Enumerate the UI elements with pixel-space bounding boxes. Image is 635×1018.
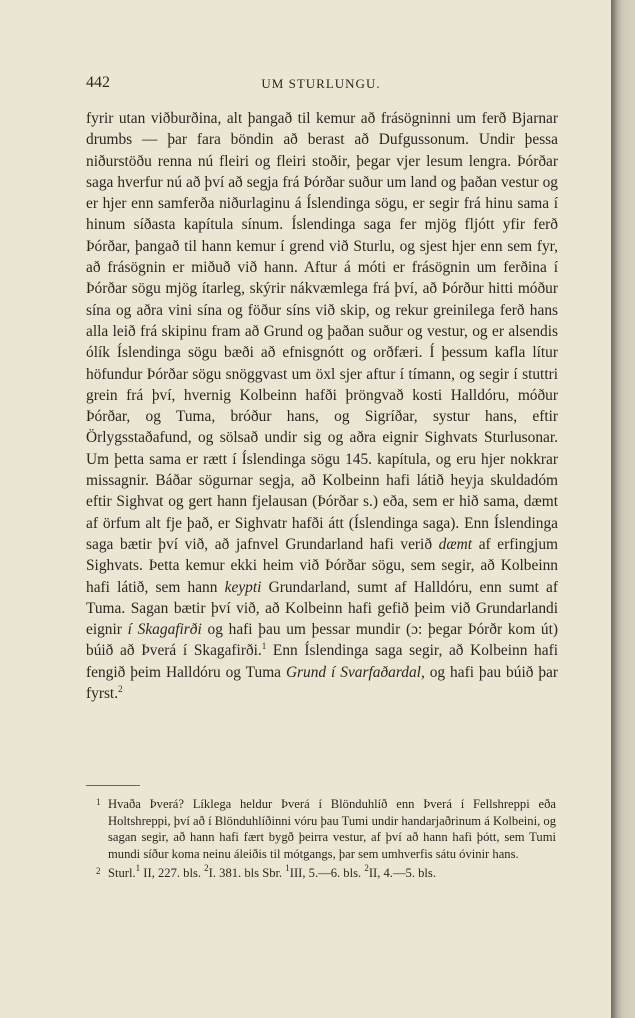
text-run: og hafi þau um þessar mundir (ɔ: þegar Þórðr kom út) búið að Þverá í Skagafirði. bbox=[86, 621, 559, 660]
footnote-text: II, 4.—5. bls. bbox=[368, 866, 436, 881]
sup-mark: 1 bbox=[135, 863, 141, 874]
footnote-rule bbox=[86, 785, 140, 786]
footnote-text: Sturl. bbox=[108, 866, 136, 881]
footnote-1 bbox=[96, 796, 556, 862]
footnotes bbox=[96, 796, 556, 882]
footnote-ref[interactable]: 2 bbox=[118, 684, 123, 695]
text-run: fyrir utan viðburðina, alt þangað til kemur að frásögninni um ferð Bjarnar drumbs — þar fara böndin að berast að Dufgussonum. Undir þessa niðurstöðu renna nú fleiri og fleiri stoðir, þegar vjer lesum lengra. Þórðar saga hverfur nú að því að segja frá Þórðar suður um land og þaðan vestur og er hjer enn samferða niðurlaginu á Íslendinga sögu, er segir frá hinu sama í hinum síðasta kapítula sínum. Íslendinga saga fer mjög fljótt yfir ferð Þórðar, þangað til hann kemur í grend við Sturlu, og sjest hjer enn sem fyr, að frásögnin er miðuð við hann. Aftur á móti er frásögnin um ferðina í Þórðar sögu mjög ítarleg, skýrir nákvæmlega frá því, að Þórður hitti móður sína og aðra vini sína og föður síns við skip, og rekur greinilega ferð hans alla leið frá skipinu fram að Grund og þaðan suður og vestur, og er alsendis ólík Íslendinga sögu bæði að efnisgnótt og orðfæri. Í þessum kafla lítur höfundur Þórðar sögu snöggvast um öxl sjer aftur í tímann, og segir í stuttri grein frá því, hvernig Kolbeinn hafði þröngvað kosti Halldóru, móður Þórðar, og Tuma, bróður hans, og Sigríðar, systur hans, eftir Örlygsstaðafund, og sölsað undir sig og aðra eignir Sighvats Sturlusonar. Um þetta sama er rætt í Íslendinga sögu 145. kapítula, og eru hjer nokkrar missagnir. Báðar sögurnar segja, að Kolbeinn hafi látið heyja skuldadóm eftir Sighvat og gert hann fjelausan (Þórðar s.) eða, sem er hið sama, dæmt af örfum alt fje það, er Sighvatr hafði átt (Íslendinga saga). Enn Íslendinga saga bætir því við, að jafnvel Grundarland hafi verið bbox=[86, 110, 558, 553]
running-head: UM STURLUNGU. bbox=[261, 76, 381, 91]
page-edge-shadow bbox=[611, 0, 635, 1018]
text-run: af erfingjum Sighvats. Þetta kemur ekki heim við Þórðar sögu, sem segir, að Kolbeinn hafi látið, sem hann bbox=[86, 535, 558, 596]
footnote-text: III, 5.—6. bls. bbox=[289, 866, 365, 881]
footnote-ref[interactable]: 1 bbox=[261, 641, 267, 652]
footnote-mark: 2 bbox=[96, 866, 101, 877]
italic-run: keypti bbox=[224, 578, 262, 596]
sup-mark: 2 bbox=[364, 863, 369, 874]
footnote-2 bbox=[96, 865, 556, 882]
sup-mark: 2 bbox=[204, 863, 209, 874]
text-run: , og hafi þau búið þar fyrst. bbox=[86, 663, 559, 703]
text-run: Enn Íslendinga saga segir, að Kolbeinn hafi fengið þeim Halldóru og Tuma bbox=[86, 642, 558, 681]
text-run: Grundarland, sumt af Halldóru, enn sumt af Tuma. Sagan bætir því við, að Kolbeinn hafi gefið þeim við Grundarlandi eignir bbox=[86, 578, 558, 639]
page-header bbox=[86, 74, 556, 96]
sup-mark: 1 bbox=[285, 863, 290, 874]
footnote-text: II, 227. bls. bbox=[140, 866, 205, 881]
italic-run: dæmt bbox=[438, 535, 473, 553]
main-text bbox=[86, 108, 558, 704]
footnote-text: I. 381. bls Sbr. bbox=[208, 866, 286, 881]
footnote-mark: 1 bbox=[96, 797, 101, 807]
footnote-text: Hvaða Þverá? Líklega heldur Þverá í Blönduhlíð enn Þverá í Fellshreppi eða Holtshreppi, því að í Blönduhlíðinni vóru þau Tumi undir handarjaðrinum á Kolbeini, og sagan segir, að hann hafi fært bygð þeirra vestur, af því að hann hafi þótt, sem Tumi mundi síður koma neinu áleiðis til mótgangs, þar sem umhverfis sátu óvinir hans. bbox=[108, 797, 556, 861]
page-number: 442 bbox=[86, 74, 110, 91]
italic-run: í Skagafirði bbox=[127, 621, 202, 639]
italic-run: Grund í Svarfaðardal bbox=[285, 663, 421, 681]
paragraph bbox=[86, 108, 558, 704]
